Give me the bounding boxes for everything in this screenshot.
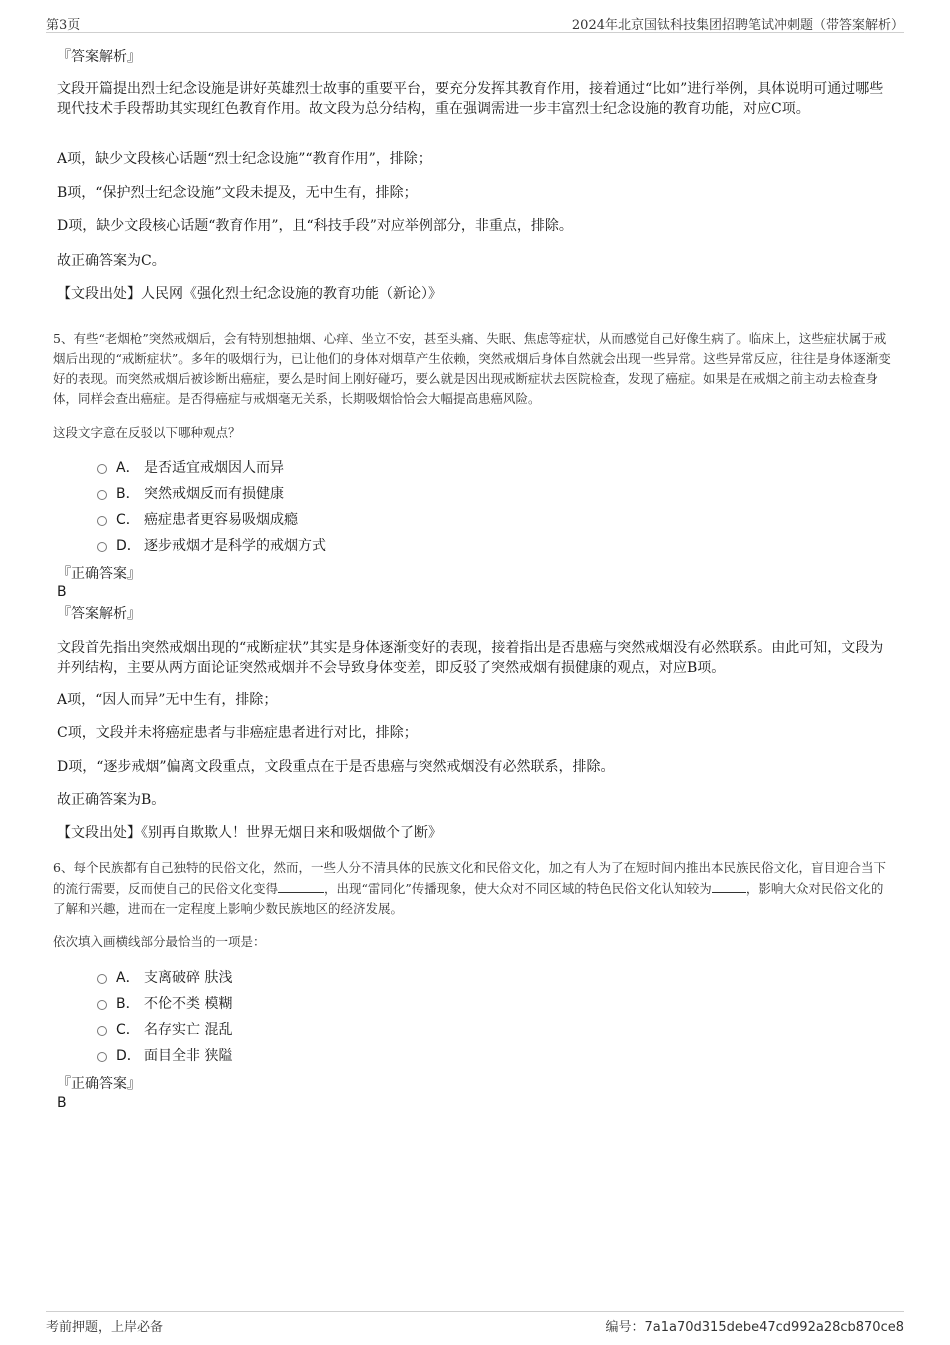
document-title: 2024年北京国钛科技集团招聘笔试冲刺题（带答案解析） <box>571 18 904 33</box>
footer-slogan: 考前押题，上岸必备 <box>46 1320 164 1335</box>
analysis-option-d: D项，“逐步戒烟”偏离文段重点，文段重点在于是否患癌与突然戒烟没有必然联系，排除。 <box>57 759 615 775</box>
radio-icon[interactable] <box>97 490 107 500</box>
answer-conclusion: 故正确答案为C。 <box>57 253 166 269</box>
option-a[interactable]: A． 支离破碎 肤浅 <box>97 968 232 988</box>
analysis-label: 『答案解析』 <box>57 49 141 65</box>
analysis-option-a: A项，“因人而异”无中生有，排除； <box>57 692 278 708</box>
option-c[interactable]: C． 癌症患者更容易吸烟成瘾 <box>97 510 298 530</box>
analysis-option-b: B项，“保护烈士纪念设施”文段未提及，无中生有，排除； <box>57 185 418 201</box>
fill-blank-2 <box>712 878 746 893</box>
source-citation: 【文段出处】人民网《强化烈士纪念设施的教育功能（新论）》 <box>57 286 442 302</box>
analysis-paragraph: 文段开篇提出烈士纪念设施是讲好英雄烈士故事的重要平台，要充分发挥其教育作用，接着通过“比如”进行举例，具体说明可通过哪些现代技术手段帮助其实现红色教育作用。故文段为总分结构，重在强调需进一步丰富烈士纪念设施的教育功能，对应C项。 <box>57 81 884 117</box>
correct-answer: B <box>57 584 67 600</box>
answer-conclusion: 故正确答案为B。 <box>57 792 166 808</box>
analysis-label: 『答案解析』 <box>57 606 141 622</box>
correct-answer-label: 『正确答案』 <box>57 1076 141 1092</box>
correct-answer: B <box>57 1095 67 1111</box>
question-5-stem: 5、有些“老烟枪”突然戒烟后，会有特别想抽烟、心痒、坐立不安，甚至头痛、失眠、焦虑等症状，从而感觉自己好像生病了。临床上，这些症状属于戒烟后出现的“戒断症状”。多年的吸烟行为，已让他们的身体对烟草产生依赖，突然戒烟后身体自然就会出现一些异常。这些异常反应，往往是身体逐渐变好的表现。而突然戒烟后被诊断出癌症，要么是时间上刚好碰巧，要么就是因出现戒断症状去医院检查，发现了癌症。如果是在戒烟之前主动去检查身体，同样会查出癌症。是否得癌症与戒烟毫无关系，长期吸烟恰恰会大幅提高患癌风险。 <box>53 331 891 406</box>
analysis-option-c: C项，文段并未将癌症患者与非癌症患者进行对比，排除； <box>57 725 418 741</box>
option-b[interactable]: B． 突然戒烟反而有损健康 <box>97 484 284 504</box>
question-6-stem: 6、每个民族都有自己独特的民俗文化，然而，一些人分不清具体的民族文化和民俗文化，加之有人为了在短时间内推出本民族民俗文化，盲目迎合当下的流行需要，反而使自己的民俗文化变得 ，出现“雷同化”传播现象，使大众对不同区域的特色民俗文化认知较为 ，影响大众对民俗文化的了解和兴趣，进而在一定程度上影响少数民族地区的经济发展。 <box>53 860 886 916</box>
page-number: 第3页 <box>46 18 81 33</box>
radio-icon[interactable] <box>97 464 107 474</box>
option-c[interactable]: C． 名存实亡 混乱 <box>97 1020 232 1040</box>
option-d[interactable]: D． 逐步戒烟才是科学的戒烟方式 <box>97 536 326 556</box>
option-a[interactable]: A． 是否适宜戒烟因人而异 <box>97 458 284 478</box>
correct-answer-label: 『正确答案』 <box>57 566 141 582</box>
fill-blank-1 <box>278 878 324 893</box>
page-footer <box>46 1311 904 1334</box>
analysis-option-a: A项，缺少文段核心话题“烈士纪念设施”“教育作用”，排除； <box>57 151 432 167</box>
radio-icon[interactable] <box>97 974 107 984</box>
analysis-option-d: D项，缺少文段核心话题“教育作用”，且“科技手段”对应举例部分，非重点，排除。 <box>57 218 573 234</box>
document-code: 编号：7a1a70d315debe47cd992a28cb870ce8 <box>605 1320 904 1335</box>
analysis-paragraph: 文段首先指出突然戒烟出现的“戒断症状”其实是身体逐渐变好的表现，接着指出是否患癌与突然戒烟没有必然联系。由此可知，文段为并列结构，主要从两方面论证突然戒烟并不会导致身体变差，即反驳了突然戒烟有损健康的观点，对应B项。 <box>57 640 884 676</box>
radio-icon[interactable] <box>97 542 107 552</box>
option-d[interactable]: D． 面目全非 狭隘 <box>97 1046 232 1066</box>
radio-icon[interactable] <box>97 1000 107 1010</box>
source-citation: 【文段出处】《别再自欺欺人！世界无烟日来和吸烟做个了断》 <box>57 825 442 841</box>
question-6-prompt: 依次填入画横线部分最恰当的一项是： <box>53 934 266 949</box>
option-b[interactable]: B． 不伦不类 模糊 <box>97 994 232 1014</box>
radio-icon[interactable] <box>97 1026 107 1036</box>
question-5-prompt: 这段文字意在反驳以下哪种观点？ <box>53 425 241 440</box>
radio-icon[interactable] <box>97 1052 107 1062</box>
radio-icon[interactable] <box>97 516 107 526</box>
page-header <box>46 14 904 33</box>
